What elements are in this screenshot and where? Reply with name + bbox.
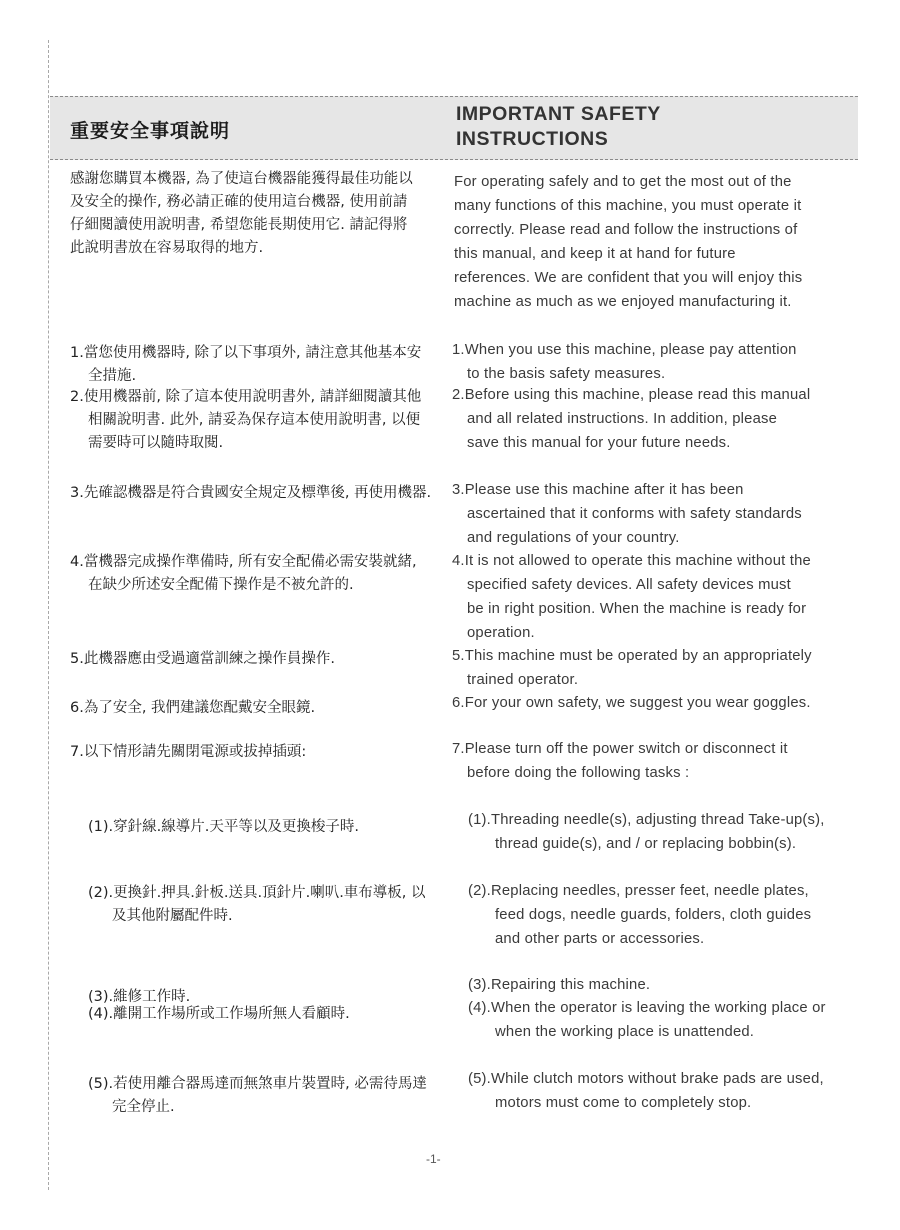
item-1-en: 1.When you use this machine, please pay attention to the basis safety measures. [452,342,797,383]
subitem-1-en: (1).Threading needle(s), adjusting thread Take-up(s), thread guide(s), and / or replacing bobbin(s). [468,812,825,853]
item-1-zh: 1.當您使用機器時, 除了以下事項外, 請注意其他基本安全措施. [70,345,422,384]
binding-margin-line [48,40,49,1190]
subitem-1-zh: (1).穿針線.線導片.天平等以及更換梭子時. [88,819,359,835]
subitem-4-zh: (4).離開工作場所或工作場所無人看顧時. [88,1006,350,1022]
intro-zh: 感謝您購買本機器, 為了使這台機器能獲得最佳功能以及安全的操作, 務必請正確的使用這台機器, 使用前請仔細閱讀使用說明書, 希望您能長期使用它. 請記得將此說明書放在容易取得的地方. [70,171,413,256]
subitem-2-zh: (2).更換針.押具.針板.送具.頂針片.喇叭.車布導板, 以及其他附屬配件時. [88,885,426,924]
subitem-3-zh: (3).維修工作時. [88,989,191,1005]
page-title-en [456,102,756,152]
item-5-zh: 5.此機器應由受過適當訓練之操作員操作. [70,651,335,667]
item-7-zh: 7.以下情形請先關閉電源或拔掉插頭: [70,744,307,760]
item-5-en: 5.This machine must be operated by an appropriately trained operator. [452,648,812,689]
subitem-3-en: (3).Repairing this machine. [468,977,651,993]
subitem-2-en: (2).Replacing needles, presser feet, needle plates, feed dogs, needle guards, folders, cloth guides and other parts or accessories. [468,883,812,948]
item-6-zh: 6.為了安全, 我們建議您配戴安全眼鏡. [70,700,316,716]
page-title-en-line1: IMPORTANT SAFETY [456,103,661,125]
item-2-en: 2.Before using this machine, please read this manual and all related instructions. In addition, please save this manual for your future needs. [452,387,811,452]
item-2-zh: 2.使用機器前, 除了這本使用說明書外, 請詳細閱讀其他相關說明書. 此外, 請妥為保存這本使用說明書, 以便需要時可以隨時取閱. [70,389,422,451]
item-3-zh: 3.先確認機器是符合貴國安全規定及標準後, 再使用機器. [70,485,432,501]
item-4-zh: 4.當機器完成操作準備時, 所有安全配備必需安裝就緒, 在缺少所述安全配備下操作是不被允許的. [70,554,417,593]
page-title-en-line2: INSTRUCTIONS [456,128,609,150]
subitem-5-en: (5).While clutch motors without brake pads are used, motors must come to completely stop. [468,1071,824,1112]
item-6-en: 6.For your own safety, we suggest you wear goggles. [452,695,811,711]
item-3-en: 3.Please use this machine after it has been ascertained that it conforms with safety standards and regulations of your country. [452,482,802,547]
subitem-4-en: (4).When the operator is leaving the working place or when the working place is unattended. [468,1000,826,1041]
page-number: -1- [426,1152,441,1166]
item-4-en: 4.It is not allowed to operate this machine without the specified safety devices. All safety devices must be in right position. When the machine is ready for operation. [452,553,811,642]
intro-en: For operating safely and to get the most out of the many functions of this machine, you must operate it correctly. Please read and follow the instructions of this manual, and keep it at hand for future references. We are confident that you will enjoy this machine as much as we enjoyed manufacturing it. [454,174,803,311]
item-7-en: 7.Please turn off the power switch or disconnect it before doing the following tasks : [452,741,788,782]
subitem-5-zh: (5).若使用離合器馬達而無煞車片裝置時, 必需待馬達完全停止. [88,1076,427,1115]
page-title-zh: 重要安全事項說明 [70,120,231,142]
